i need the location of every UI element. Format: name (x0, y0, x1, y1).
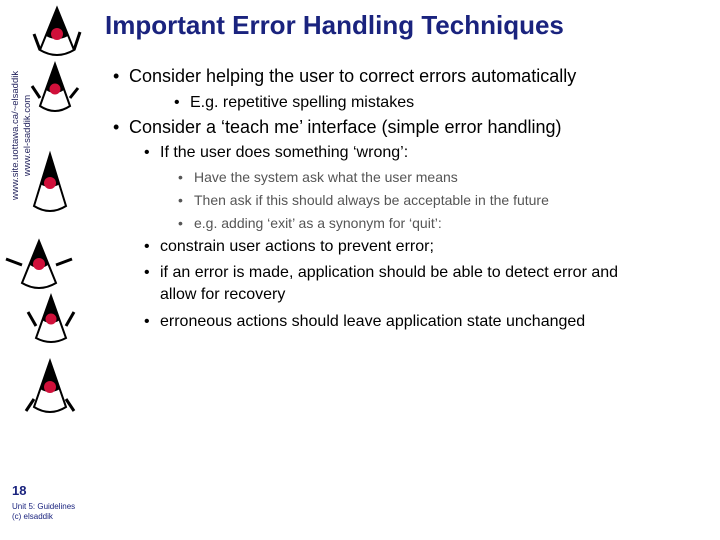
site-url-1: www.site.uottawa.ca/~elsaddik (10, 70, 21, 200)
java-duke-mascot-icon (32, 4, 82, 60)
footer-line-1: Unit 5: Guidelines (12, 502, 76, 511)
list-item: • constrain user actions to prevent error; (144, 238, 434, 255)
java-duke-mascot-icon (26, 290, 76, 348)
page-number: 18 (12, 483, 27, 498)
list-item: • if an error is made, application should be able to detect error and (144, 264, 619, 281)
list-item: • erroneous actions should leave application state unchanged (144, 313, 586, 330)
footer-line-2: (c) elsaddik (12, 512, 53, 521)
site-url-2: www.el-saddik.com (22, 94, 33, 177)
list-item-continuation: allow for recovery (160, 286, 286, 303)
list-item: • Consider a ‘teach me’ interface (simple error handling) (113, 117, 562, 137)
list-item: • Consider helping the user to correct errors automatically (113, 66, 577, 86)
java-duke-mascot-icon (28, 150, 72, 218)
list-item: • e.g. adding ‘exit’ as a synonym for ‘quit’: (178, 215, 442, 231)
java-duke-mascot-icon (30, 58, 80, 118)
java-duke-mascot-icon (22, 355, 78, 419)
page-title: Important Error Handling Techniques (105, 10, 564, 40)
list-item: • If the user does something ‘wrong’: (144, 144, 409, 161)
footer (12, 502, 75, 522)
java-duke-mascot-icon (4, 235, 74, 295)
list-item: • E.g. repetitive spelling mistakes (174, 94, 415, 111)
list-item: • Have the system ask what the user means (178, 169, 458, 185)
list-item: • Then ask if this should always be acceptable in the future (178, 192, 549, 208)
sidebar (0, 0, 92, 540)
